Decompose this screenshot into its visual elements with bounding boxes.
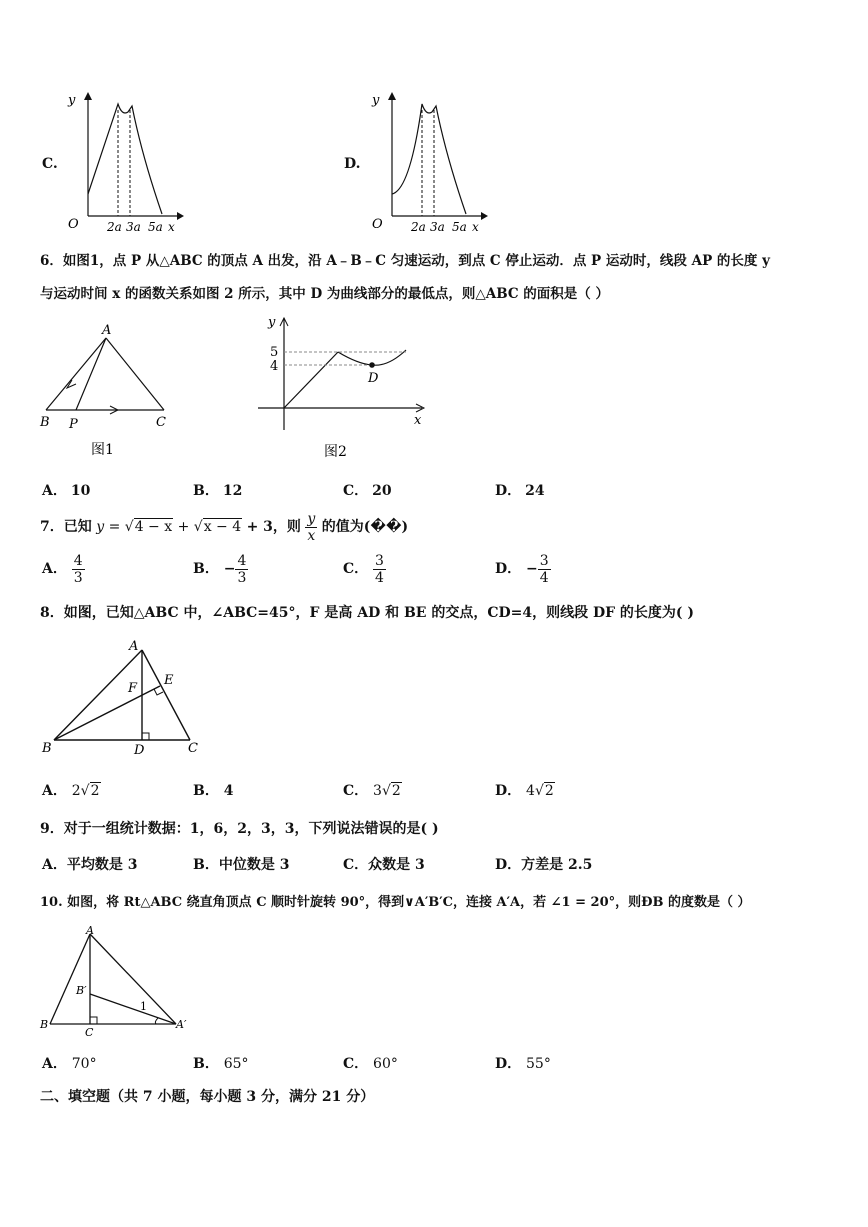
q8-figure [36, 636, 206, 760]
q6-option-b: B． 12 [193, 483, 243, 499]
q7-option-d: D． − $\frac{3}{4}$ [495, 552, 549, 586]
q6-figure-1 [36, 318, 186, 460]
q5d-y-label: y [372, 93, 380, 108]
q6f2-label-d: D [368, 371, 379, 386]
q5-graph-d [366, 86, 496, 236]
q5c-tick-2a: 2a [107, 220, 122, 234]
q5c-x-label: x [168, 220, 175, 234]
q7-option-c: C． $\frac{3}{4}$ [343, 552, 384, 586]
q9-option-a: A．平均数是 3 [42, 857, 138, 873]
q8-label-f: F [128, 681, 138, 696]
q10-option-a: A． 70° [42, 1056, 97, 1072]
q10-question: 10. 如图，将 Rt△ABC 绕直角顶点 C 顺时针旋转 90°，得到∨A′B′C，连接 A′A，若 ∠1 = 20°，则ÐB 的度数是（ ） [40, 895, 751, 910]
q6-fig2-caption: 图2 [324, 444, 347, 460]
q7-question: 7．已知 y = √4 − x + √x − 4 + 3，则 $\frac{y}{x}$ 的值为(��) [40, 510, 409, 544]
q6f1-label-p: P [69, 417, 78, 432]
q10-label-b-prime: B′ [76, 984, 87, 997]
q5c-y-label: y [68, 93, 76, 108]
q6f1-label-a: A [102, 323, 112, 338]
q6f2-x-label: x [414, 413, 422, 428]
q8-label-a: A [129, 639, 139, 654]
q9-option-b: B．中位数是 3 [193, 857, 290, 873]
q6-question-line1: 6．如图1，点 P 从△ABC 的顶点 A 出发，沿 A﹣B﹣C 匀速运动，到点 C 停止运动．点 P 运动时，线段 AP 的长度 y [40, 253, 770, 269]
q8-label-c: C [188, 741, 198, 756]
q9-option-c: C．众数是 3 [343, 857, 425, 873]
q8-option-c: C． 3√2 [343, 783, 401, 799]
q8-label-e: E [164, 673, 174, 688]
q6-option-c: C． 20 [343, 483, 392, 499]
q8-label-d: D [134, 743, 145, 758]
q6-option-a: A． 10 [42, 483, 91, 499]
q5-graph-c [62, 86, 192, 236]
q6-option-d: D． 24 [495, 483, 545, 499]
q5-option-d-label: D. [344, 156, 361, 172]
q10-option-d: D． 55° [495, 1056, 551, 1072]
q10-label-b: B [40, 1018, 49, 1031]
q8-option-b: B． 4 [193, 783, 234, 799]
q6f1-label-b: B [40, 415, 50, 430]
q5d-tick-3a: 3a [430, 220, 445, 234]
section-2-heading: 二、填空题（共 7 小题，每小题 3 分，满分 21 分） [40, 1089, 375, 1105]
q6-figure-2 [250, 312, 435, 462]
q8-label-b: B [42, 741, 52, 756]
q5-option-c-label: C. [42, 156, 58, 172]
q10-label-a: A [86, 924, 94, 937]
q10-label-c: C [85, 1026, 94, 1039]
q5d-origin-label: O [372, 217, 383, 232]
q5c-origin-label: O [68, 217, 79, 232]
q5d-tick-2a: 2a [411, 220, 426, 234]
q6f2-y-label: y [268, 315, 276, 330]
q6f2-value-5: 5 [270, 345, 279, 360]
q6-question-line2: 与运动时间 x 的函数关系如图 2 所示，其中 D 为曲线部分的最低点，则△ABC 的面积是（ ） [40, 286, 610, 302]
q7-option-b: B． − $\frac{4}{3}$ [193, 552, 247, 586]
q8-option-a: A． 2√2 [42, 783, 100, 799]
q9-option-d: D．方差是 2.5 [495, 857, 593, 873]
q10-figure [36, 922, 196, 1042]
q6-fig1-caption: 图1 [91, 442, 114, 458]
q5d-x-label: x [472, 220, 479, 234]
q6f2-value-4: 4 [270, 359, 279, 374]
q5d-tick-5a: 5a [452, 220, 467, 234]
q9-question: 9．对于一组统计数据：1，6，2，3，3，下列说法错误的是( ) [40, 821, 439, 837]
q8-option-d: D． 4√2 [495, 783, 554, 799]
q7-option-a: A． $\frac{4}{3}$ [42, 552, 83, 586]
q10-option-b: B． 65° [193, 1056, 249, 1072]
q10-option-c: C． 60° [343, 1056, 398, 1072]
q10-label-a-prime: A′ [176, 1018, 187, 1031]
q5c-tick-5a: 5a [148, 220, 163, 234]
q10-label-1: 1 [140, 1000, 147, 1013]
q5c-tick-3a: 3a [126, 220, 141, 234]
q6f1-label-c: C [156, 415, 166, 430]
q8-question: 8．如图，已知△ABC 中，∠ABC=45°，F 是高 AD 和 BE 的交点，CD=4，则线段 DF 的长度为( ) [40, 605, 695, 621]
